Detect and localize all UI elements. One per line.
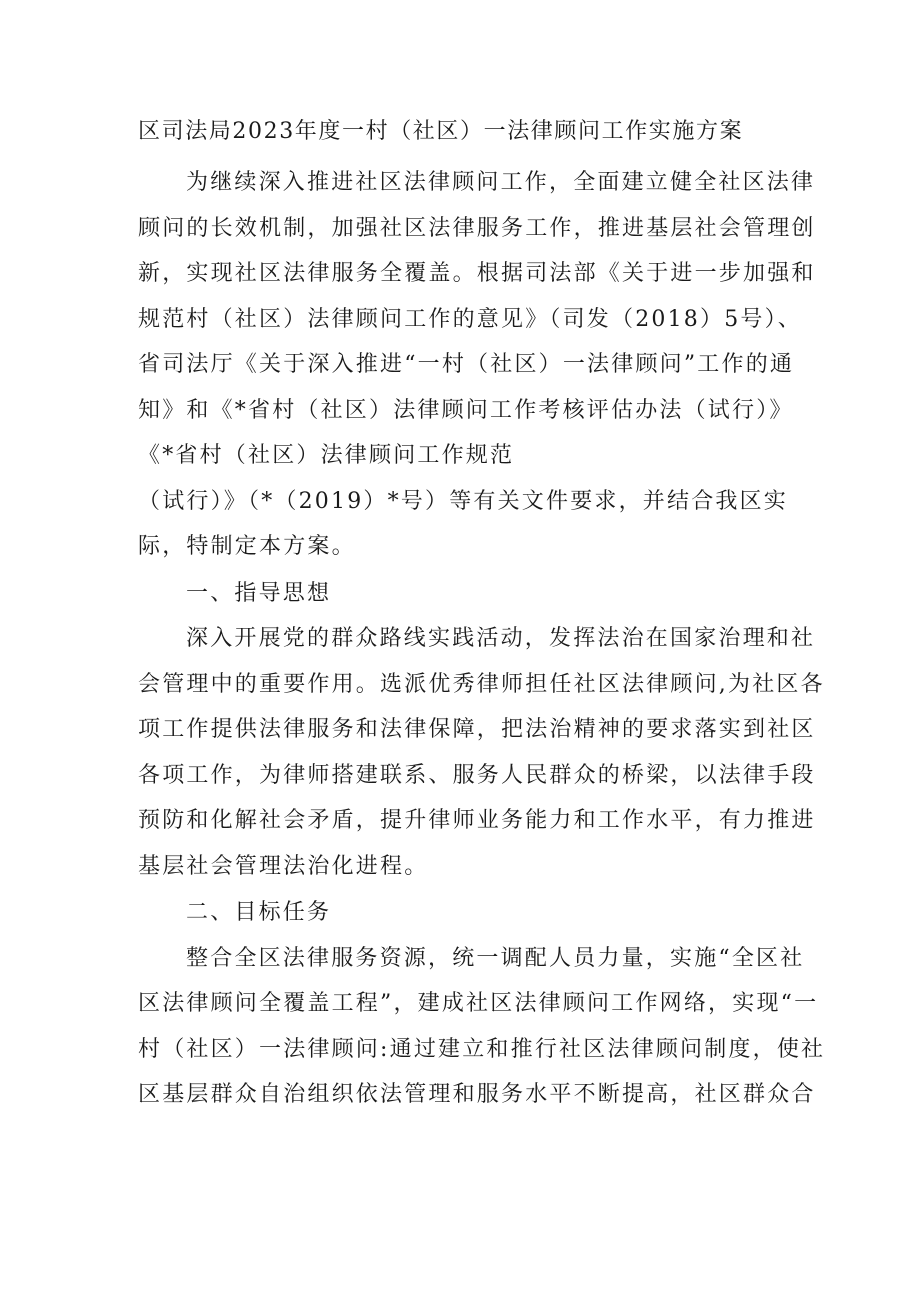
paragraph-line: 规范村（社区）法律顾问工作的意见》（司发（2018）5号）、 (138, 307, 802, 332)
paragraph-line: 知》和《*省村（社区）法律顾问工作考核评估办法（试行）》 (138, 398, 794, 423)
section-heading: 一、指导思想 (186, 581, 332, 606)
paragraph-line: 新，实现社区法律服务全覆盖。根据司法部《关于进一步加强和 (138, 261, 816, 286)
paragraph-line: 为继续深入推进社区法律顾问工作，全面建立健全社区法律 (186, 170, 816, 195)
paragraph-line: 区法律顾问全覆盖工程”，建成社区法律顾问工作网络，实现“一 (138, 991, 819, 1016)
section-heading: 二、目标任务 (186, 900, 332, 925)
paragraph-line: 深入开展党的群众路线实践活动，发挥法治在国家治理和社 (186, 626, 816, 651)
paragraph-line: 区基层群众自治组织依法管理和服务水平不断提高，社区群众合 (138, 1082, 816, 1107)
paragraph-line: （试行）》（*（2019）*号）等有关文件要求，并结合我区实 (138, 489, 788, 514)
paragraph-line: 整合全区法律服务资源，统一调配人员力量，实施“全区社 (186, 946, 805, 971)
document-title: 区司法局2023年度一村（社区）一法律顾问工作实施方案 (138, 119, 744, 144)
paragraph-line: 省司法厅《关于深入推进“一村（社区）一法律顾问”工作的通 (138, 352, 795, 377)
paragraph-line: 会管理中的重要作用。选派优秀律师担任社区法律顾问,为社区各 (138, 672, 825, 697)
paragraph-line: 基层社会管理法治化进程。 (138, 854, 429, 879)
paragraph-line: 顾问的长效机制，加强社区法律服务工作，推进基层社会管理创 (138, 216, 816, 241)
paragraph-line: 各项工作，为律师搭建联系、服务人民群众的桥梁，以法律手段 (138, 763, 816, 788)
paragraph-line: 《*省村（社区）法律顾问工作规范 (138, 443, 515, 468)
paragraph-line: 际，特制定本方案。 (138, 534, 356, 559)
paragraph-line: 村（社区）一法律顾问:通过建立和推行社区法律顾问制度，使社 (138, 1037, 826, 1062)
paragraph-line: 预防和化解社会矛盾，提升律师业务能力和工作水平，有力推进 (138, 808, 816, 833)
paragraph-line: 项工作提供法律服务和法律保障，把法治精神的要求落实到社区 (138, 717, 816, 742)
